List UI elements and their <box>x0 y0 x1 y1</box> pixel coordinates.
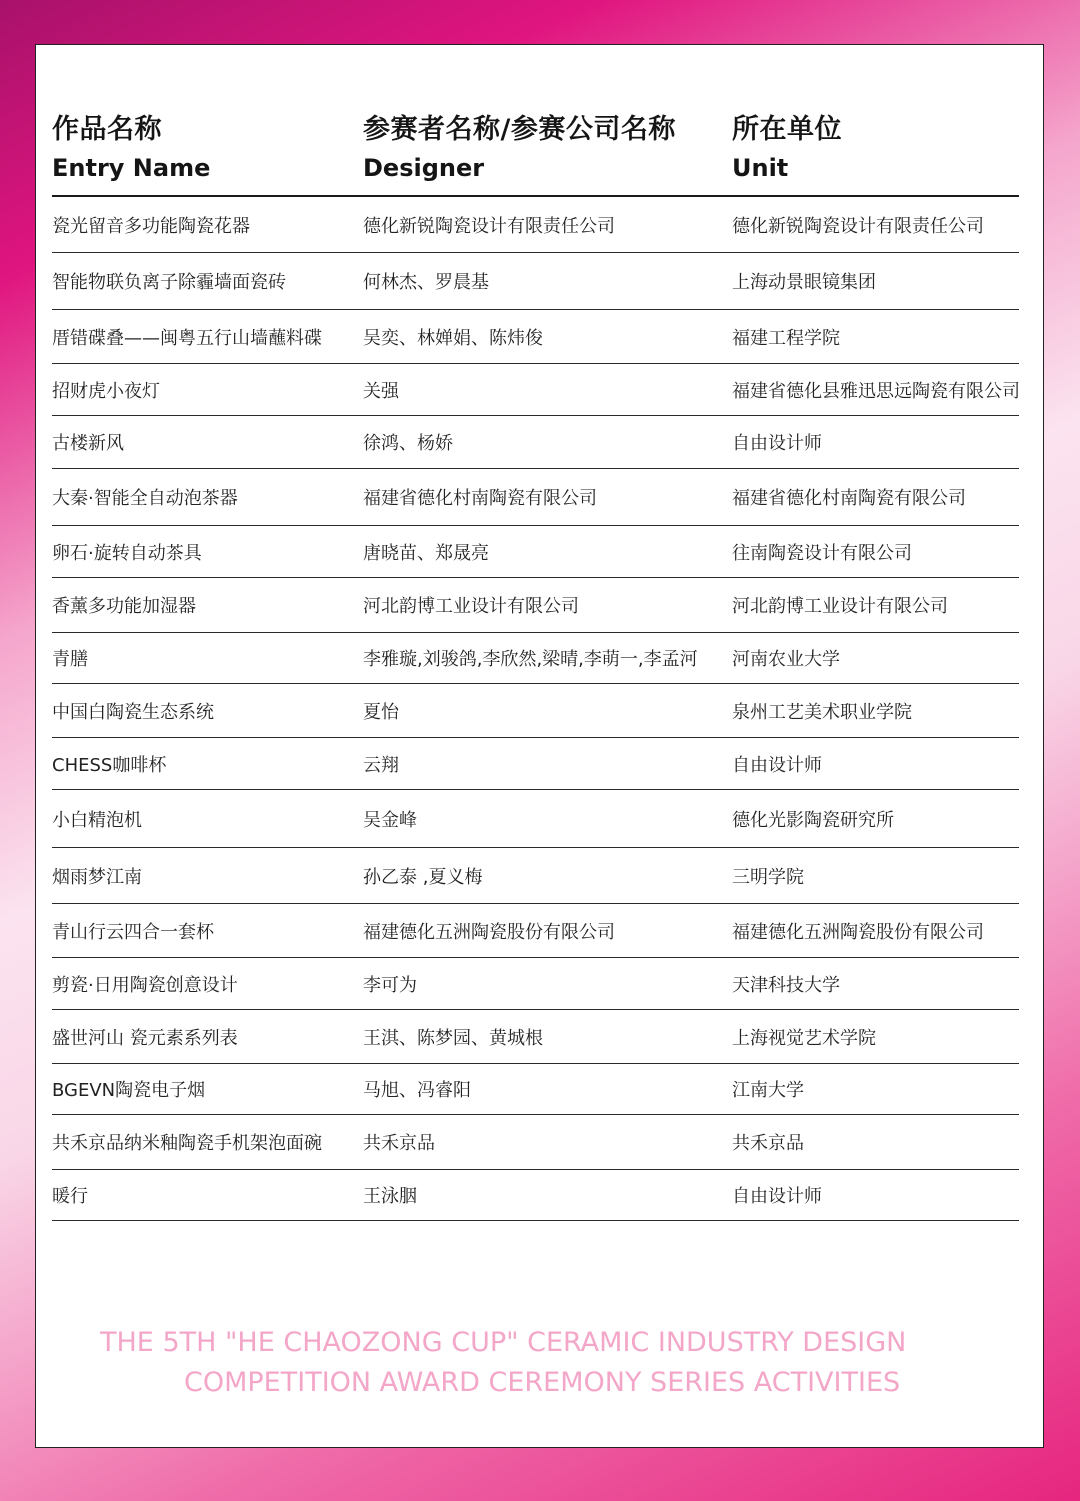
cell-designer: 李可为 <box>363 974 417 996</box>
cell-entry-name: 招财虎小夜灯 <box>52 380 160 402</box>
cell-designer: 福建德化五洲陶瓷股份有限公司 <box>363 921 615 943</box>
table-row <box>52 416 1019 469</box>
cell-unit: 德化新锐陶瓷设计有限责任公司 <box>732 215 984 237</box>
cell-unit: 福建省德化县雅迅思远陶瓷有限公司 <box>732 380 1020 402</box>
table-row <box>52 904 1019 958</box>
cell-unit: 福建省德化村南陶瓷有限公司 <box>732 488 966 509</box>
cell-entry-name: CHESS咖啡杯 <box>52 754 167 776</box>
cell-entry-name: 青山行云四合一套杯 <box>52 921 214 943</box>
cell-entry-name: 古楼新风 <box>52 433 124 454</box>
header-col2-zh: 参赛者名称/参赛公司名称 <box>363 114 676 145</box>
cell-unit: 自由设计师 <box>732 433 822 454</box>
cell-designer: 王淇、陈梦园、黄城根 <box>363 1027 543 1049</box>
table-row <box>52 253 1019 310</box>
cell-unit: 福建德化五洲陶瓷股份有限公司 <box>732 921 984 943</box>
cell-unit: 上海视觉艺术学院 <box>732 1027 876 1049</box>
table-row <box>52 1064 1019 1115</box>
cell-unit: 福建工程学院 <box>732 327 840 349</box>
footer-line-2: COMPETITION AWARD CEREMONY SERIES ACTIVITIES <box>184 1367 901 1398</box>
cell-entry-name: 暖行 <box>52 1186 88 1207</box>
table-row <box>52 197 1019 253</box>
cell-unit: 往南陶瓷设计有限公司 <box>732 542 912 564</box>
table-row <box>52 1115 1019 1170</box>
table-row <box>52 526 1019 578</box>
header-unit <box>732 113 842 185</box>
header-col3-en: Unit <box>732 154 789 182</box>
cell-designer: 唐晓苗、郑晟亮 <box>363 542 489 564</box>
cell-entry-name: 厝错碟叠——闽粤五行山墙蘸料碟 <box>52 327 322 349</box>
header-col3-zh: 所在单位 <box>732 114 842 145</box>
cell-entry-name: 小白精泡机 <box>52 809 142 831</box>
cell-unit: 江南大学 <box>732 1080 804 1101</box>
cell-entry-name: 智能物联负离子除霾墙面瓷砖 <box>52 272 286 293</box>
cell-entry-name: 香薰多功能加湿器 <box>52 596 196 617</box>
cell-designer: 吴金峰 <box>363 809 417 831</box>
table-row <box>52 310 1019 364</box>
table-body <box>52 197 1019 1221</box>
cell-entry-name: 青膳 <box>52 649 88 670</box>
cell-designer: 福建省德化村南陶瓷有限公司 <box>363 488 597 509</box>
cell-designer: 关强 <box>363 380 399 402</box>
table-row <box>52 1010 1019 1064</box>
cell-unit: 自由设计师 <box>732 1186 822 1207</box>
cell-entry-name: BGEVN陶瓷电子烟 <box>52 1080 206 1101</box>
cell-unit: 共禾京品 <box>732 1133 804 1154</box>
cell-designer: 李雅璇,刘骏鸽,李欣然,梁晴,李萌一,李孟河 <box>363 649 698 670</box>
cell-unit: 德化光影陶瓷研究所 <box>732 809 894 831</box>
table-row <box>52 684 1019 738</box>
table-row <box>52 364 1019 416</box>
cell-entry-name: 共禾京品纳米釉陶瓷手机架泡面碗 <box>52 1133 322 1154</box>
header-col1-en: Entry Name <box>52 154 211 182</box>
cell-unit: 河南农业大学 <box>732 649 840 670</box>
table-header <box>52 45 1019 197</box>
header-entry-name <box>52 113 210 185</box>
table-row <box>52 790 1019 848</box>
cell-entry-name: 烟雨梦江南 <box>52 866 142 888</box>
cell-entry-name: 盛世河山 瓷元素系列表 <box>52 1027 238 1049</box>
table-row <box>52 578 1019 633</box>
table-row <box>52 848 1019 904</box>
cell-entry-name: 剪瓷·日用陶瓷创意设计 <box>52 974 238 996</box>
table-row <box>52 1170 1019 1221</box>
cell-unit: 天津科技大学 <box>732 974 840 996</box>
header-designer <box>363 113 676 185</box>
cell-unit: 河北韵博工业设计有限公司 <box>732 596 948 617</box>
cell-designer: 王泳胭 <box>363 1186 417 1207</box>
cell-designer: 孙乙泰 ,夏义梅 <box>363 866 483 888</box>
cell-entry-name: 卵石·旋转自动茶具 <box>52 542 202 564</box>
table-row <box>52 738 1019 790</box>
cell-unit: 上海动景眼镜集团 <box>732 272 876 293</box>
cell-designer: 德化新锐陶瓷设计有限责任公司 <box>363 215 615 237</box>
cell-designer: 云翔 <box>363 754 399 776</box>
table-row <box>52 958 1019 1010</box>
cell-designer: 吴奕、林婵娟、陈炜俊 <box>363 327 543 349</box>
table-row <box>52 633 1019 684</box>
cell-entry-name: 中国白陶瓷生态系统 <box>52 701 214 723</box>
content-card <box>35 44 1044 1448</box>
cell-entry-name: 大秦·智能全自动泡茶器 <box>52 488 238 509</box>
table-row <box>52 469 1019 526</box>
cell-unit: 三明学院 <box>732 866 804 888</box>
cell-designer: 共禾京品 <box>363 1133 435 1154</box>
cell-designer: 何林杰、罗晨基 <box>363 272 489 293</box>
header-col2-en: Designer <box>363 154 485 182</box>
cell-designer: 徐鸿、杨娇 <box>363 433 453 454</box>
header-col1-zh: 作品名称 <box>52 114 162 145</box>
cell-unit: 自由设计师 <box>732 754 822 776</box>
award-table <box>52 45 1019 1221</box>
cell-designer: 河北韵博工业设计有限公司 <box>363 596 579 617</box>
footer-line-1: THE 5TH "HE CHAOZONG CUP" CERAMIC INDUSTRY DESIGN <box>100 1327 907 1358</box>
cell-designer: 马旭、冯睿阳 <box>363 1080 471 1101</box>
cell-entry-name: 瓷光留音多功能陶瓷花器 <box>52 215 250 237</box>
cell-designer: 夏怡 <box>363 701 399 723</box>
cell-unit: 泉州工艺美术职业学院 <box>732 701 912 723</box>
